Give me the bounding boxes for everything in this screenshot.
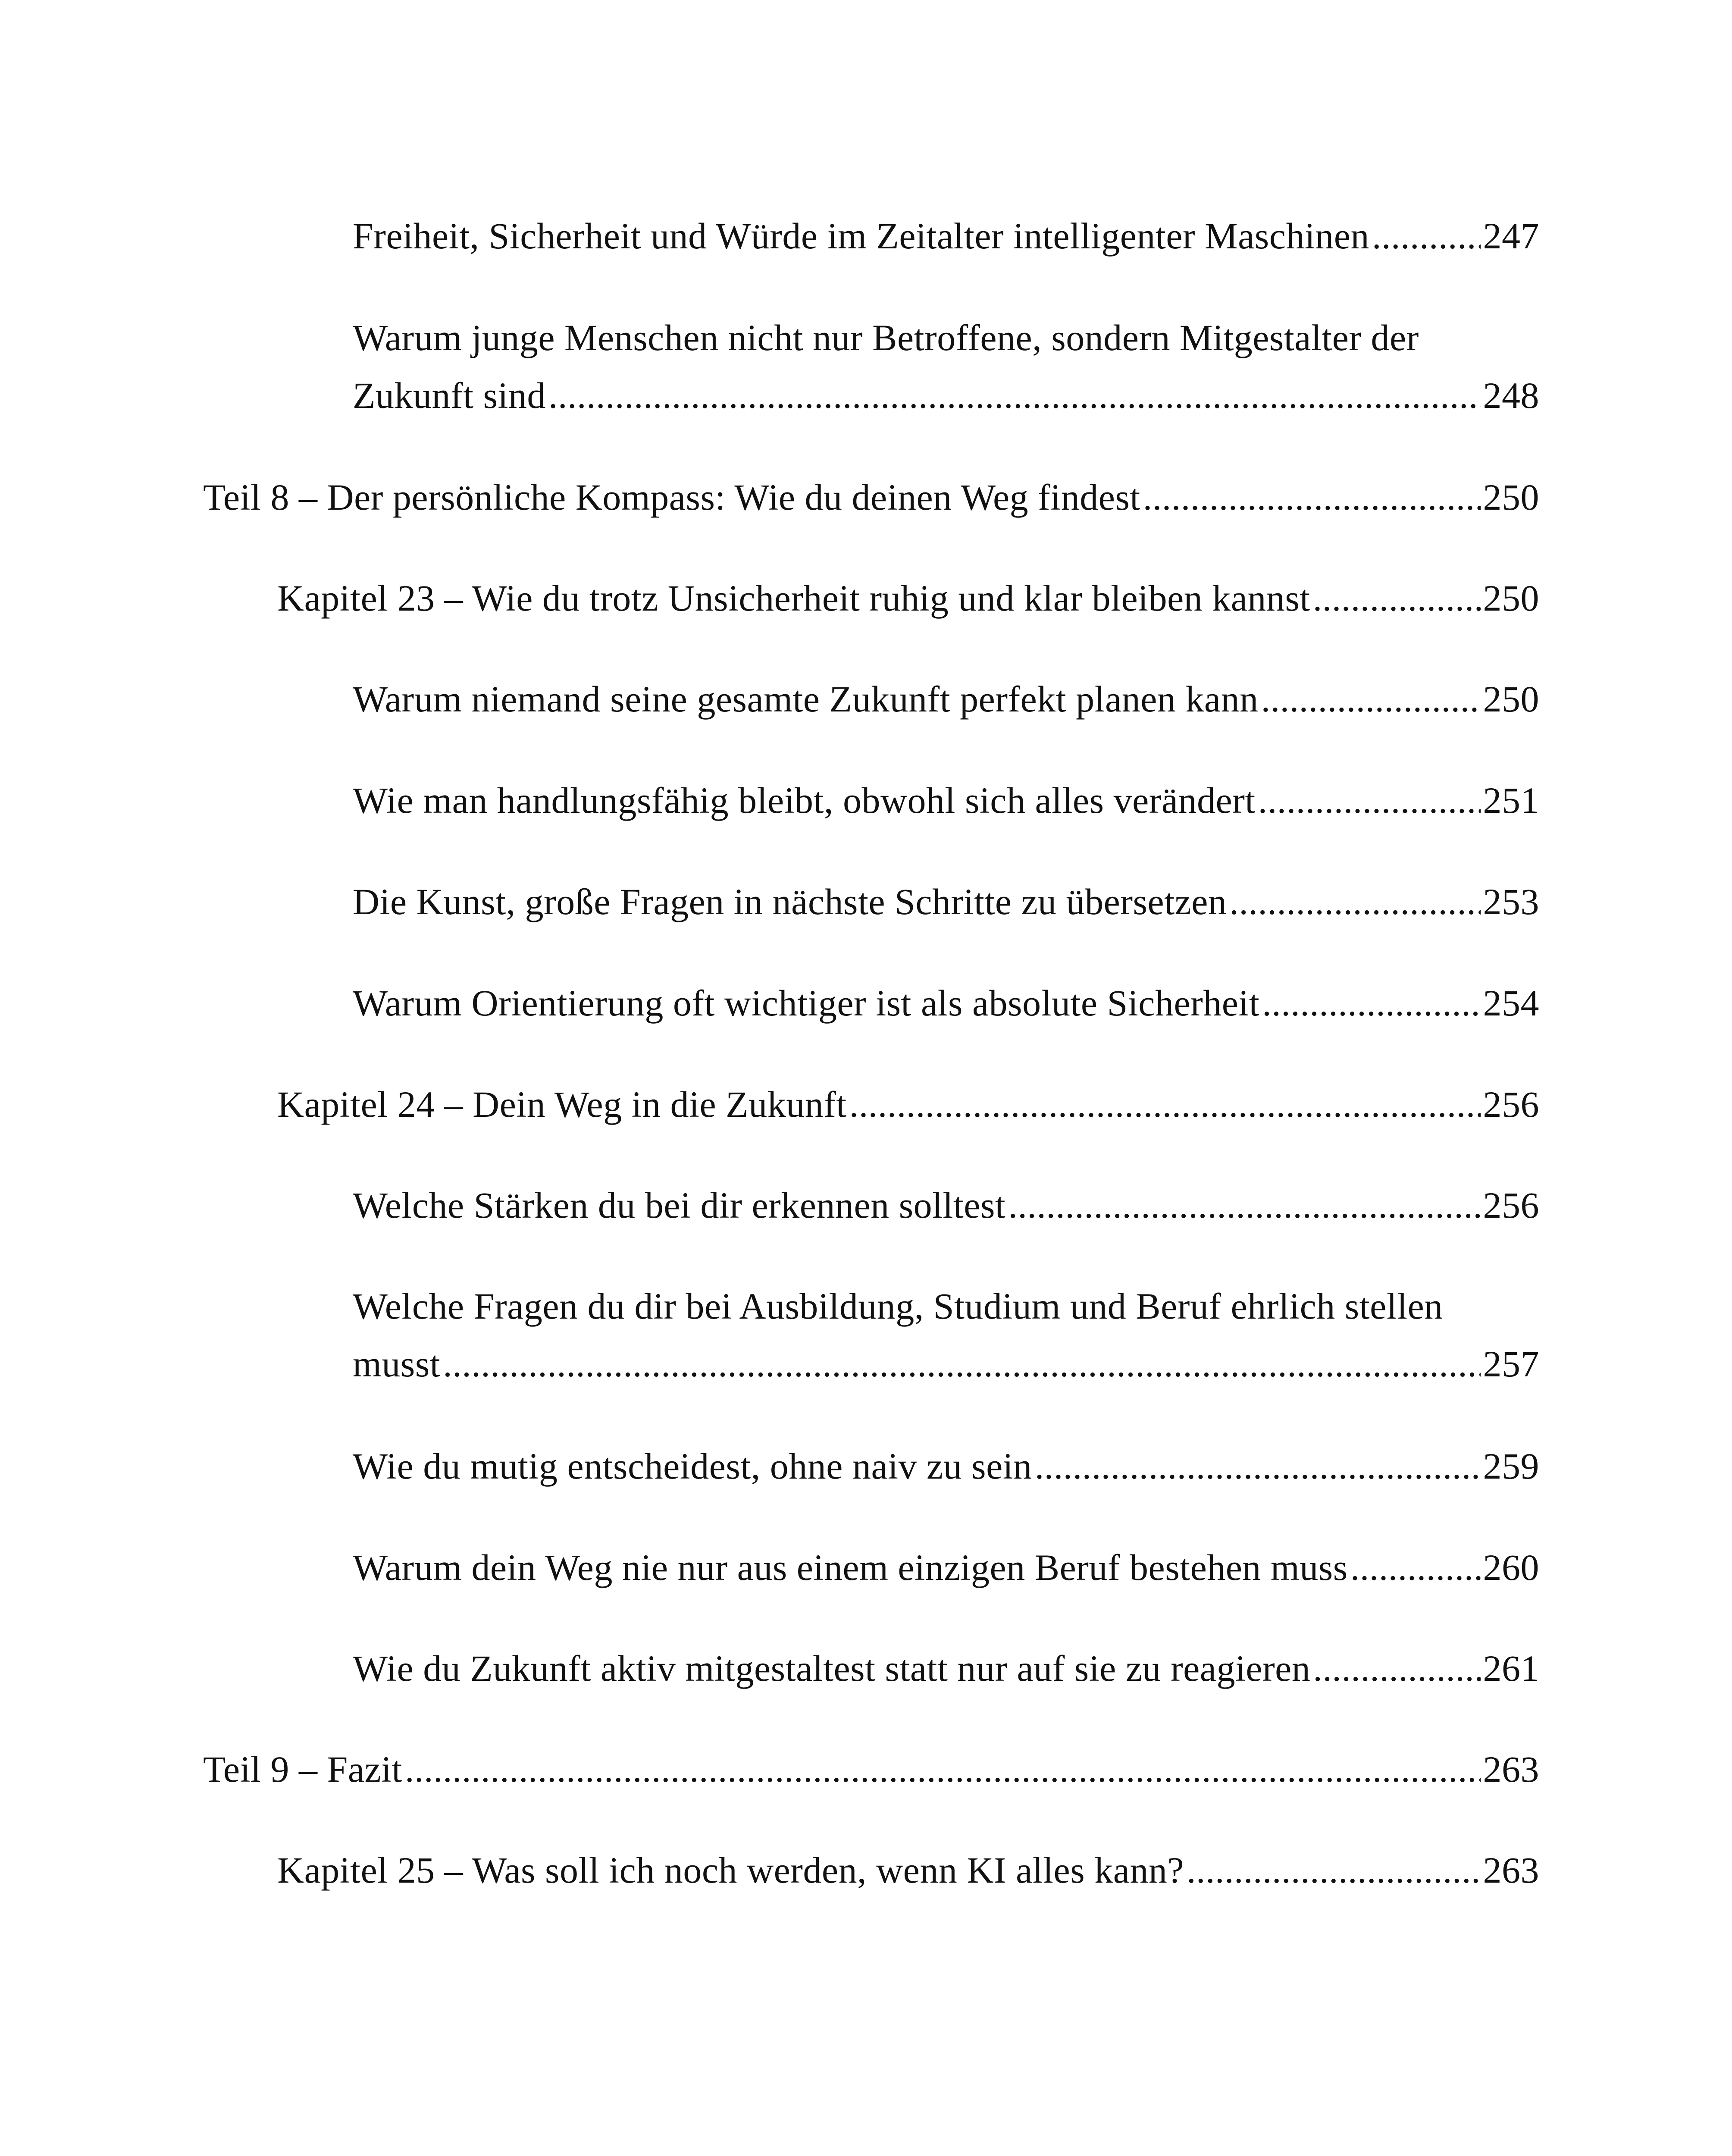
leader-dots (548, 367, 1481, 424)
leader-dots (849, 1075, 1481, 1133)
toc-line (353, 873, 1539, 931)
toc-page-number: 257 (1483, 1343, 1539, 1385)
toc-entry-part[interactable] (203, 468, 1539, 526)
toc-entry[interactable] (353, 207, 1539, 265)
toc-entry-title: Kapitel 25 – Was soll ich noch werden, wenn KI alles kann? (277, 1849, 1184, 1891)
toc-entry-title: Wie man handlungsfähig bleibt, obwohl sich alles verändert (353, 780, 1256, 821)
toc-entry-title: Kapitel 24 – Dein Weg in die Zukunft (277, 1084, 847, 1125)
toc-line (277, 569, 1539, 627)
toc-page-number: 250 (1483, 678, 1539, 720)
leader-dots (1143, 468, 1481, 526)
toc-entry-title: Welche Stärken du bei dir erkennen solltest (353, 1185, 1006, 1226)
toc-page-number: 251 (1483, 780, 1539, 821)
toc-page-number: 256 (1483, 1185, 1539, 1226)
toc-entry[interactable] (353, 309, 1539, 424)
toc-entry-title-line1: Warum junge Menschen nicht nur Betroffene, sondern Mitgestalter der (353, 317, 1419, 358)
leader-dots (1187, 1841, 1480, 1899)
leader-dots (1008, 1176, 1480, 1234)
toc-page-number: 263 (1483, 1749, 1539, 1790)
toc-line (353, 771, 1539, 829)
toc-line (353, 1437, 1539, 1495)
toc-entry-chapter[interactable] (277, 1841, 1539, 1899)
toc-line (353, 974, 1539, 1032)
toc-page-number: 254 (1483, 982, 1539, 1024)
toc-entry-title: Zukunft sind (353, 375, 546, 416)
toc-entry-title: Warum niemand seine gesamte Zukunft perfekt planen kann (353, 678, 1259, 720)
toc-line (353, 207, 1539, 265)
toc-entry[interactable] (353, 1639, 1539, 1697)
toc-page-number: 263 (1483, 1849, 1539, 1891)
toc-page-number: 260 (1483, 1547, 1539, 1588)
leader-dots (405, 1740, 1481, 1798)
toc-entry[interactable] (353, 1176, 1539, 1234)
toc-page-number: 248 (1483, 375, 1539, 416)
leader-dots (1258, 771, 1481, 829)
toc-line (203, 468, 1539, 526)
leader-dots (1350, 1539, 1481, 1596)
toc-line (277, 1075, 1539, 1133)
toc-entry-title: Warum Orientierung oft wichtiger ist als absolute Sicherheit (353, 982, 1260, 1024)
toc-entry-title: Warum dein Weg nie nur aus einem einzigen Beruf bestehen muss (353, 1547, 1348, 1588)
leader-dots (1262, 974, 1480, 1032)
leader-dots (1372, 207, 1481, 265)
toc-line (353, 1335, 1539, 1393)
toc-page-number: 250 (1483, 476, 1539, 518)
leader-dots (1229, 873, 1480, 931)
toc-line (353, 367, 1539, 424)
toc-page-number: 261 (1483, 1648, 1539, 1689)
toc-entry[interactable] (353, 670, 1539, 728)
toc-page-number: 256 (1483, 1084, 1539, 1125)
toc-entry-title: Kapitel 23 – Wie du trotz Unsicherheit ruhig und klar bleiben kannst (277, 577, 1310, 619)
toc-entry-title: Wie du mutig entscheidest, ohne naiv zu sein (353, 1445, 1032, 1487)
toc-entry-chapter[interactable] (277, 1075, 1539, 1133)
toc-entry[interactable] (353, 1539, 1539, 1596)
toc-page-number: 250 (1483, 577, 1539, 619)
toc-entry-title-line1: Welche Fragen du dir bei Ausbildung, Studium und Beruf ehrlich stellen (353, 1285, 1443, 1327)
toc-entry-title: Freiheit, Sicherheit und Würde im Zeitalter intelligenter Maschinen (353, 215, 1369, 257)
toc-entry[interactable] (353, 771, 1539, 829)
toc-line (203, 1740, 1539, 1798)
toc-entry-title: Die Kunst, große Fragen in nächste Schritte zu übersetzen (353, 881, 1227, 922)
toc-entry[interactable] (353, 1437, 1539, 1495)
toc-entry-chapter[interactable] (277, 569, 1539, 627)
toc-entry-title: musst (353, 1343, 441, 1385)
toc-page-number: 247 (1483, 215, 1539, 257)
toc-entry[interactable] (353, 1277, 1539, 1393)
toc-line (277, 1841, 1539, 1899)
leader-dots (1035, 1437, 1481, 1495)
leader-dots (443, 1335, 1480, 1393)
toc-entry[interactable] (353, 873, 1539, 931)
toc-entry-title: Teil 8 – Der persönliche Kompass: Wie du deinen Weg findest (203, 476, 1140, 518)
toc-line (353, 1539, 1539, 1596)
toc-page-number: 253 (1483, 881, 1539, 922)
toc-entry-title: Wie du Zukunft aktiv mitgestaltest statt nur auf sie zu reagieren (353, 1648, 1311, 1689)
leader-dots (1313, 1639, 1480, 1697)
toc-entry-part[interactable] (203, 1740, 1539, 1798)
toc-line (353, 1639, 1539, 1697)
leader-dots (1261, 670, 1481, 728)
toc-page-number: 259 (1483, 1445, 1539, 1487)
toc-line (353, 670, 1539, 728)
toc-line (353, 1176, 1539, 1234)
leader-dots (1313, 569, 1481, 627)
toc-entry-title: Teil 9 – Fazit (203, 1749, 402, 1790)
toc-entry[interactable] (353, 974, 1539, 1032)
